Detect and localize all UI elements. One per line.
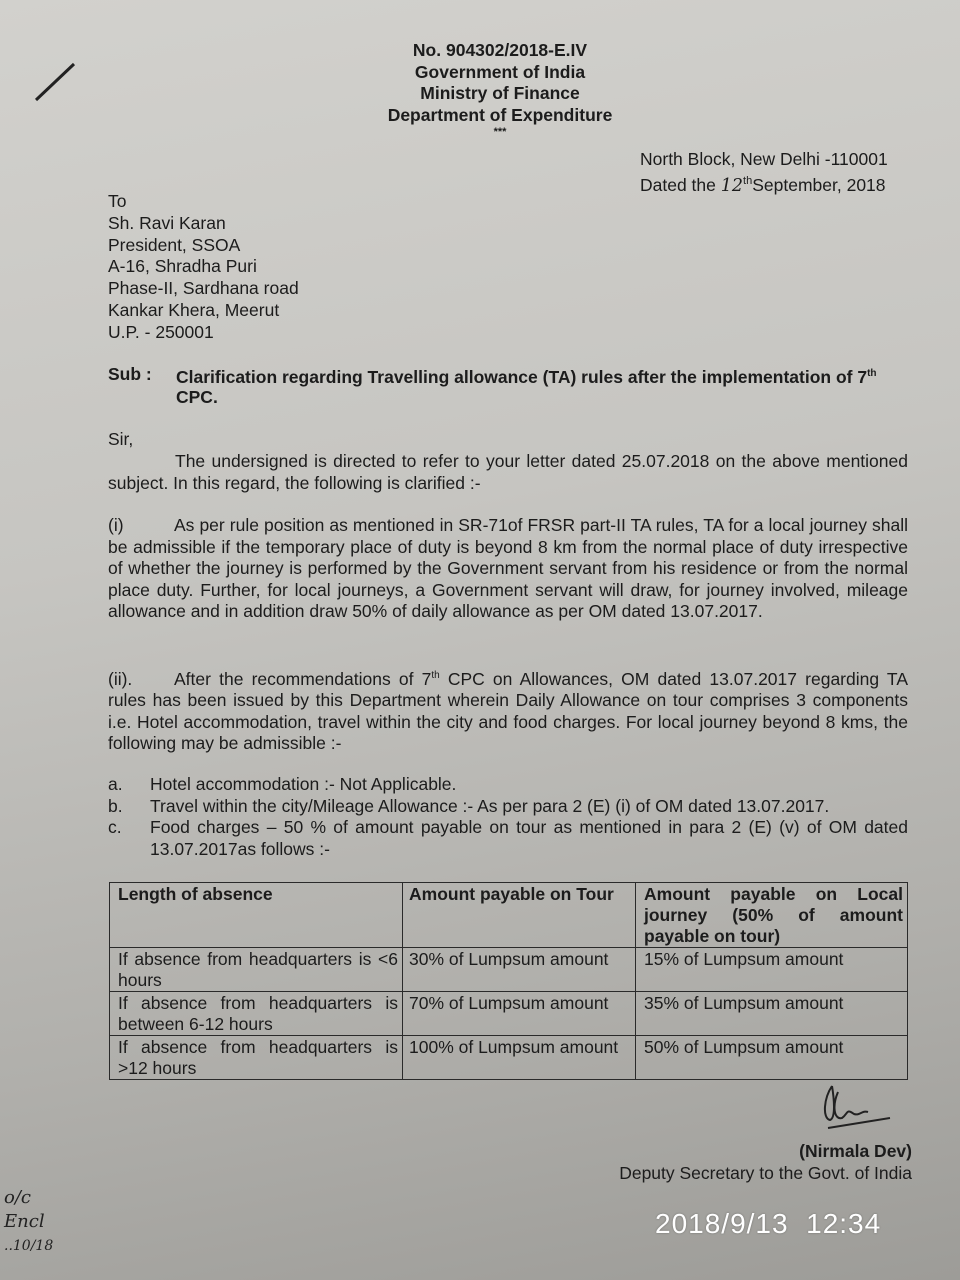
handwritten-line: Encl xyxy=(4,1211,45,1232)
subject-text-b: CPC. xyxy=(176,386,218,407)
list-item-text: Travel within the city/Mileage Allowance :- As per para 2 (E) (i) of OM dated 13.07.2017. xyxy=(150,795,830,816)
paragraph-ii-number: (ii). xyxy=(108,668,133,689)
photo-timestamp: 2018/9/13 12:34 xyxy=(655,1208,882,1239)
salutation: Sir, xyxy=(108,429,134,449)
admissible-items-list xyxy=(108,774,908,860)
department-name: Department of Expenditure xyxy=(387,104,613,125)
reference-number: No. 904302/2018-E.IV xyxy=(412,40,588,60)
recipient-line: Phase-II, Sardhana road xyxy=(108,278,299,299)
recipient-line: U.P. - 250001 xyxy=(108,321,214,342)
table-header-row xyxy=(110,883,908,948)
recipient-block xyxy=(108,191,299,344)
table-header-cell: Length of absence xyxy=(110,883,403,948)
government-name: Government of India xyxy=(414,61,586,82)
paragraph-ii-text-b: CPC on Allowances, OM dated 13.07.2017 regarding TA rules has been issued by this Department wherein Daily Allowance on tour comprises 3 components i.e. Hotel accommodation, travel within the city and food charges. For local journey beyond 8 kms, the following may be admissible :- xyxy=(108,668,908,754)
paragraph-i xyxy=(108,515,908,623)
table-row xyxy=(110,948,908,992)
office-address: North Block, New Delhi -110001 xyxy=(640,149,888,169)
recipient-line: Sh. Ravi Karan xyxy=(108,212,226,233)
subject-label: Sub : xyxy=(108,364,152,384)
table-cell: If absence from headquarters is <6 hours xyxy=(110,948,403,992)
list-item-text: Hotel accommodation :- Not Applicable. xyxy=(150,774,457,794)
letterhead xyxy=(300,40,700,138)
table-cell: 35% of Lumpsum amount xyxy=(636,992,908,1036)
signature-mark xyxy=(810,1078,900,1138)
paragraph-ii-sup: th xyxy=(431,670,440,681)
handwritten-line: ..10/18 xyxy=(4,1238,54,1254)
dated-prefix: Dated the xyxy=(640,174,721,195)
dated-suffix: th xyxy=(743,175,753,187)
table-header-cell: Amount payable on Local journey (50% of amount payable on tour) xyxy=(636,883,908,948)
list-item xyxy=(108,774,908,796)
handwritten-note xyxy=(4,1186,53,1258)
table-cell: If absence from headquarters is >12 hours xyxy=(110,1036,403,1080)
subject-line xyxy=(108,364,908,407)
list-item-key: b. xyxy=(108,795,123,816)
ministry-name: Ministry of Finance xyxy=(420,83,580,103)
dated-day-handwritten: 12 xyxy=(720,175,744,196)
signature-block xyxy=(560,1140,912,1184)
paragraph-ii xyxy=(108,665,908,755)
recipient-line: President, SSOA xyxy=(108,234,241,255)
subject-text xyxy=(176,364,908,407)
place-and-date xyxy=(640,148,888,197)
intro-paragraph: The undersigned is directed to refer to your letter dated 25.07.2018 on the above mentioned subject. In this regard, the following is clarified :- xyxy=(108,451,908,493)
recipient-line: A-16, Shradha Puri xyxy=(108,256,257,277)
table-cell: 30% of Lumpsum amount xyxy=(403,948,636,992)
signatory-designation: Deputy Secretary to the Govt. of India xyxy=(619,1163,912,1183)
table-header-cell: Amount payable on Tour xyxy=(403,883,636,948)
list-item-key: a. xyxy=(108,774,123,794)
handwritten-line: o/c xyxy=(4,1187,31,1208)
paragraph-i-number: (i) xyxy=(108,515,124,535)
table-row xyxy=(110,992,908,1036)
table-row xyxy=(110,1036,908,1080)
list-item-text: Food charges – 50 % of amount payable on tour as mentioned in para 2 (E) (v) of OM dated 13.07.2017as follows :- xyxy=(150,817,908,859)
list-item xyxy=(108,796,908,818)
signatory-name: (Nirmala Dev) xyxy=(799,1141,912,1161)
table-cell: 100% of Lumpsum amount xyxy=(403,1036,636,1080)
pen-stroke-mark xyxy=(30,60,80,105)
dated-month-year: September, 2018 xyxy=(752,174,886,195)
paragraph-i-text: As per rule position as mentioned in SR-71of FRSR part-II TA rules, TA for a local journey shall be admissible if the temporary place of duty is beyond 8 km from the normal place of duty irrespective of whether the journey is performed by the Government servant from his residence or from the normal place duty. Further, for local journeys, a Government servant will draw, for journey involved, mileage allowance and in addition draw 50% of daily allowance as per OM dated 13.07.2017. xyxy=(108,515,908,621)
table-cell: 70% of Lumpsum amount xyxy=(403,992,636,1036)
subject-text-a: Clarification regarding Travelling allowance (TA) rules after the implementation of 7 xyxy=(176,366,868,387)
subject-sup: th xyxy=(867,368,877,379)
paragraph-ii-text-a: After the recommendations of 7 xyxy=(174,668,432,689)
letter-date xyxy=(640,170,888,197)
list-item-key: c. xyxy=(108,817,122,837)
separator-stars: *** xyxy=(493,126,507,138)
list-item xyxy=(108,817,908,860)
table-cell: 50% of Lumpsum amount xyxy=(636,1036,908,1080)
to-label: To xyxy=(108,191,127,211)
table-cell: 15% of Lumpsum amount xyxy=(636,948,908,992)
table-cell: If absence from headquarters is between 6-12 hours xyxy=(110,992,403,1036)
food-charges-table xyxy=(109,882,908,1080)
recipient-line: Kankar Khera, Meerut xyxy=(108,299,280,320)
